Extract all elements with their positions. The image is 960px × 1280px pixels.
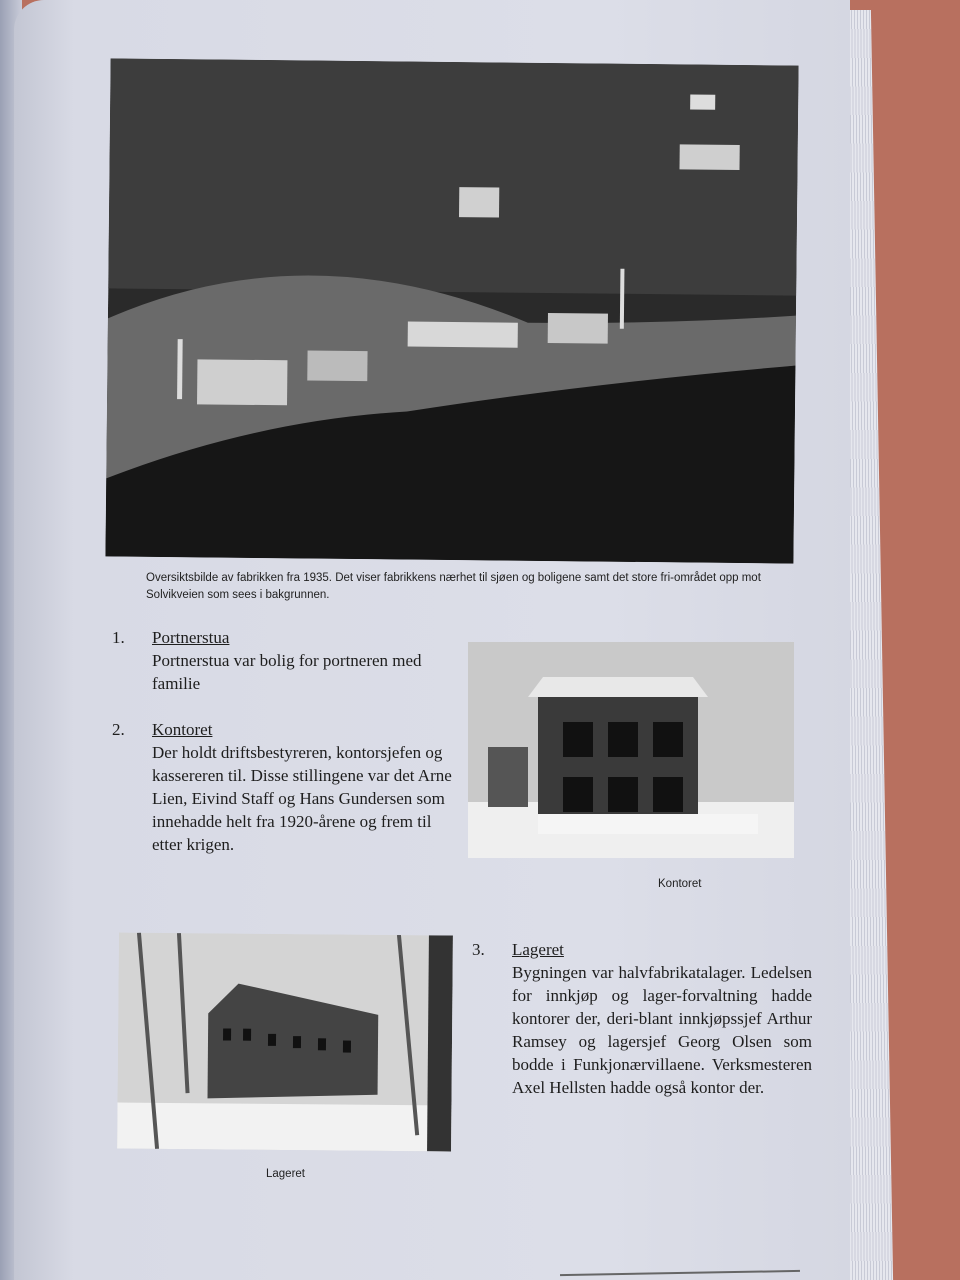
item-title: Lageret xyxy=(512,940,564,959)
aerial-photo-caption: Oversiktsbilde av fabrikken fra 1935. Det viser fabrikkens nærhet til sjøen og boligene samt det store fri-området opp mot Solvikveien som sees i bakgrunnen. xyxy=(146,572,761,601)
item-title: Portnerstua xyxy=(152,628,230,647)
item-number: 3. xyxy=(472,940,485,959)
item-number: 1. xyxy=(112,628,125,647)
list-item-lageret xyxy=(472,938,812,1099)
aerial-factory-photo xyxy=(105,58,798,563)
item-number: 2. xyxy=(112,720,125,739)
lageret-photo xyxy=(117,933,453,1152)
lageret-caption: Lageret xyxy=(266,1168,306,1180)
item-text: Bygningen var halvfabrikatalager. Ledelsen for innkjøp og lager-forvaltning hadde kontorer der, deri-blant innkjøpssjef Arthur Ramsey og lagersjef Georg Olsen som bodde i Funkjonærvillaene. Verksmesteren Axel Hellsten hadde også kontor der. xyxy=(512,963,812,1097)
list-item-kontoret xyxy=(112,718,452,856)
kontoret-caption: Kontoret xyxy=(658,878,702,890)
item-text: Portnerstua var bolig for portneren med familie xyxy=(152,651,422,693)
item-text: Der holdt driftsbestyreren, kontorsjefen og kassereren til. Disse stillingene var det Arne Lien, Eivind Staff og Hans Gundersen som innehadde helt fra 1920-årene og frem til etter krigen. xyxy=(152,743,452,854)
list-item-portnerstua xyxy=(112,626,432,695)
item-title: Kontoret xyxy=(152,720,213,739)
kontoret-photo xyxy=(468,642,794,858)
